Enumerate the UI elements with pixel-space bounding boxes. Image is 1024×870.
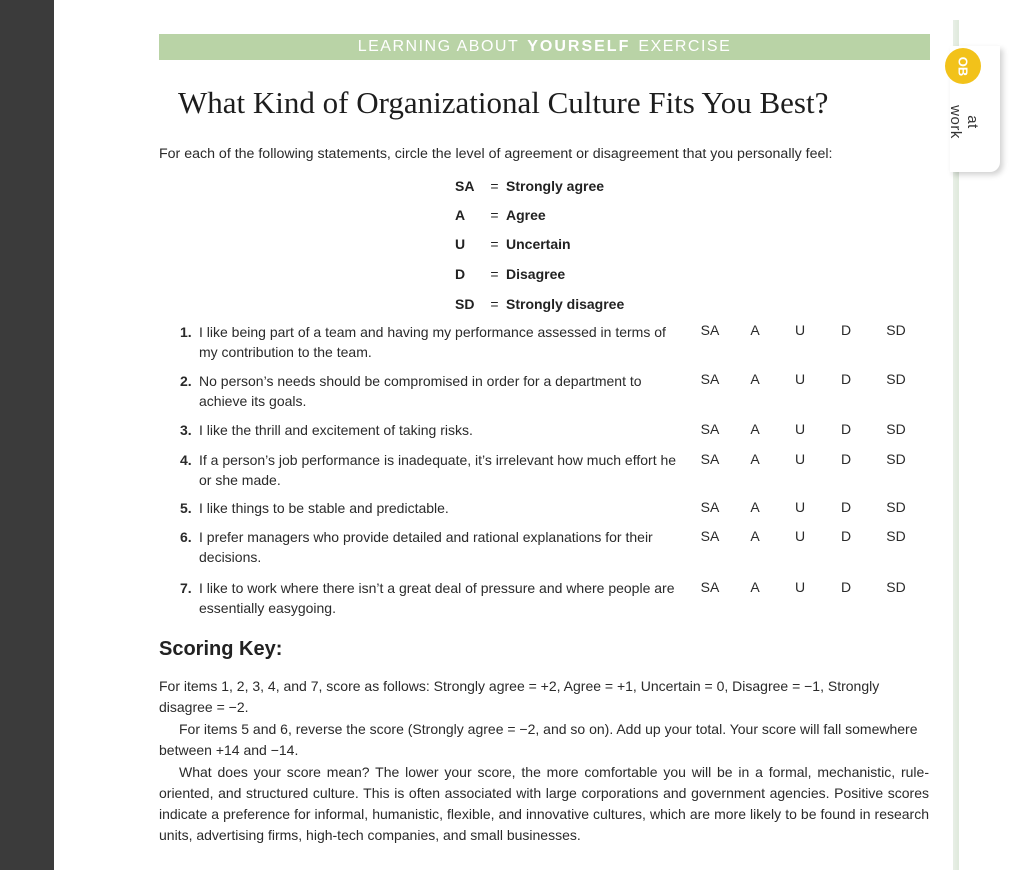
- legend-label: Uncertain: [506, 236, 571, 252]
- item-text: I like the thrill and excitement of taking risks.: [199, 422, 473, 438]
- legend-row: [455, 294, 624, 314]
- item-number: 6.: [180, 529, 192, 545]
- item-number: 5.: [180, 500, 192, 516]
- option-sa[interactable]: SA: [700, 579, 720, 595]
- response-scale: [690, 579, 920, 599]
- legend-label: Strongly disagree: [506, 296, 625, 312]
- option-sa[interactable]: SA: [700, 499, 720, 515]
- ob-badge-text: OB: [955, 56, 971, 76]
- scoring-paragraph: For items 5 and 6, reverse the score (Strongly agree = −2, and so on). Add up your total. Your score will fall somewhere between +14 and −14.: [159, 721, 918, 758]
- scoring-interpretation: What does your score mean? The lower your score, the more comfortable you will be in a formal, mechanistic, rule-oriented, and structured culture. This is often associated with large corporations and government agencies. Positive scores indicate a preference for informal, humanistic, flexible, and innovative cultures, which are more likely to be found in research units, advertising firms, high-tech companies, and small businesses.: [159, 764, 929, 843]
- legend-label: Disagree: [506, 266, 566, 282]
- option-d[interactable]: D: [840, 451, 852, 467]
- scoring-paragraph: For items 1, 2, 3, 4, and 7, score as follows: Strongly agree = +2, Agree = +1, Uncertain = 0, Disagree = −1, Strongly disagree = −2.: [159, 678, 880, 715]
- legend-row: [455, 205, 546, 225]
- option-sd[interactable]: SD: [886, 421, 906, 437]
- option-u[interactable]: U: [794, 322, 806, 338]
- page-title: What Kind of Organizational Culture Fits You Best?: [178, 85, 829, 120]
- legend-abbr: A: [455, 207, 466, 223]
- legend-label: Agree: [506, 207, 546, 223]
- option-sa[interactable]: SA: [700, 322, 720, 338]
- option-a[interactable]: A: [750, 322, 760, 338]
- option-a[interactable]: A: [750, 421, 760, 437]
- option-sd[interactable]: SD: [886, 499, 906, 515]
- response-scale: [690, 322, 920, 342]
- option-sa[interactable]: SA: [700, 421, 720, 437]
- legend-row: [455, 176, 604, 196]
- legend-abbr: D: [455, 266, 466, 282]
- option-d[interactable]: D: [840, 499, 852, 515]
- exercise-banner: [159, 34, 930, 60]
- item-text: No person’s needs should be compromised in order for a department to achieve its goals.: [199, 373, 642, 409]
- item-number: 1.: [180, 324, 192, 340]
- legend-row: [455, 234, 571, 254]
- ob-badge: [945, 48, 981, 84]
- option-d[interactable]: D: [840, 421, 852, 437]
- option-sd[interactable]: SD: [886, 371, 906, 387]
- option-u[interactable]: U: [794, 371, 806, 387]
- item-number: 2.: [180, 373, 192, 389]
- option-a[interactable]: A: [750, 451, 760, 467]
- legend-equals: =: [490, 266, 499, 282]
- option-u[interactable]: U: [794, 528, 806, 544]
- option-a[interactable]: A: [750, 579, 760, 595]
- legend-equals: =: [490, 296, 499, 312]
- response-scale: [690, 421, 920, 441]
- legend-equals: =: [490, 236, 499, 252]
- option-a[interactable]: A: [750, 371, 760, 387]
- option-d[interactable]: D: [840, 579, 852, 595]
- item-number: 3.: [180, 422, 192, 438]
- option-d[interactable]: D: [840, 371, 852, 387]
- item-number: 4.: [180, 452, 192, 468]
- response-scale: [690, 371, 920, 391]
- option-sd[interactable]: SD: [886, 579, 906, 595]
- banner-prefix: LEARNING ABOUT: [357, 38, 520, 55]
- option-u[interactable]: U: [794, 451, 806, 467]
- response-scale: [690, 528, 920, 548]
- scoring-key-heading: Scoring Key:: [159, 638, 283, 660]
- option-sd[interactable]: SD: [886, 451, 906, 467]
- option-d[interactable]: D: [840, 322, 852, 338]
- legend-label: Strongly agree: [506, 178, 605, 194]
- item-text: I like things to be stable and predictable.: [199, 500, 449, 516]
- item-text: If a person’s job performance is inadequate, it’s irrelevant how much effort he or she made.: [199, 452, 677, 488]
- viewer-left-bar: [0, 0, 54, 870]
- option-sd[interactable]: SD: [886, 528, 906, 544]
- option-a[interactable]: A: [750, 499, 760, 515]
- option-a[interactable]: A: [750, 528, 760, 544]
- option-sd[interactable]: SD: [886, 322, 906, 338]
- response-scale: [690, 499, 920, 519]
- option-u[interactable]: U: [794, 579, 806, 595]
- item-text: I like to work where there isn’t a great deal of pressure and where people are essentially easygoing.: [199, 580, 675, 616]
- option-sa[interactable]: SA: [700, 451, 720, 467]
- option-u[interactable]: U: [794, 499, 806, 515]
- item-number: 7.: [180, 580, 192, 596]
- instructions: For each of the following statements, circle the level of agreement or disagreement that you personally feel:: [159, 146, 833, 162]
- side-tab-text: at work: [947, 105, 981, 139]
- item-text: I prefer managers who provide detailed and rational explanations for their decisions.: [199, 529, 653, 565]
- legend-abbr: SA: [455, 178, 475, 194]
- option-d[interactable]: D: [840, 528, 852, 544]
- option-sa[interactable]: SA: [700, 528, 720, 544]
- legend-equals: =: [490, 207, 499, 223]
- legend-abbr: U: [455, 236, 466, 252]
- item-text: I like being part of a team and having my performance assessed in terms of my contribution to the team.: [199, 324, 666, 360]
- legend-row: [455, 264, 565, 284]
- option-sa[interactable]: SA: [700, 371, 720, 387]
- option-u[interactable]: U: [794, 421, 806, 437]
- banner-suffix: EXERCISE: [638, 38, 732, 55]
- legend-abbr: SD: [455, 296, 475, 312]
- response-scale: [690, 451, 920, 471]
- legend-equals: =: [490, 178, 499, 194]
- banner-strong: YOURSELF: [527, 38, 631, 55]
